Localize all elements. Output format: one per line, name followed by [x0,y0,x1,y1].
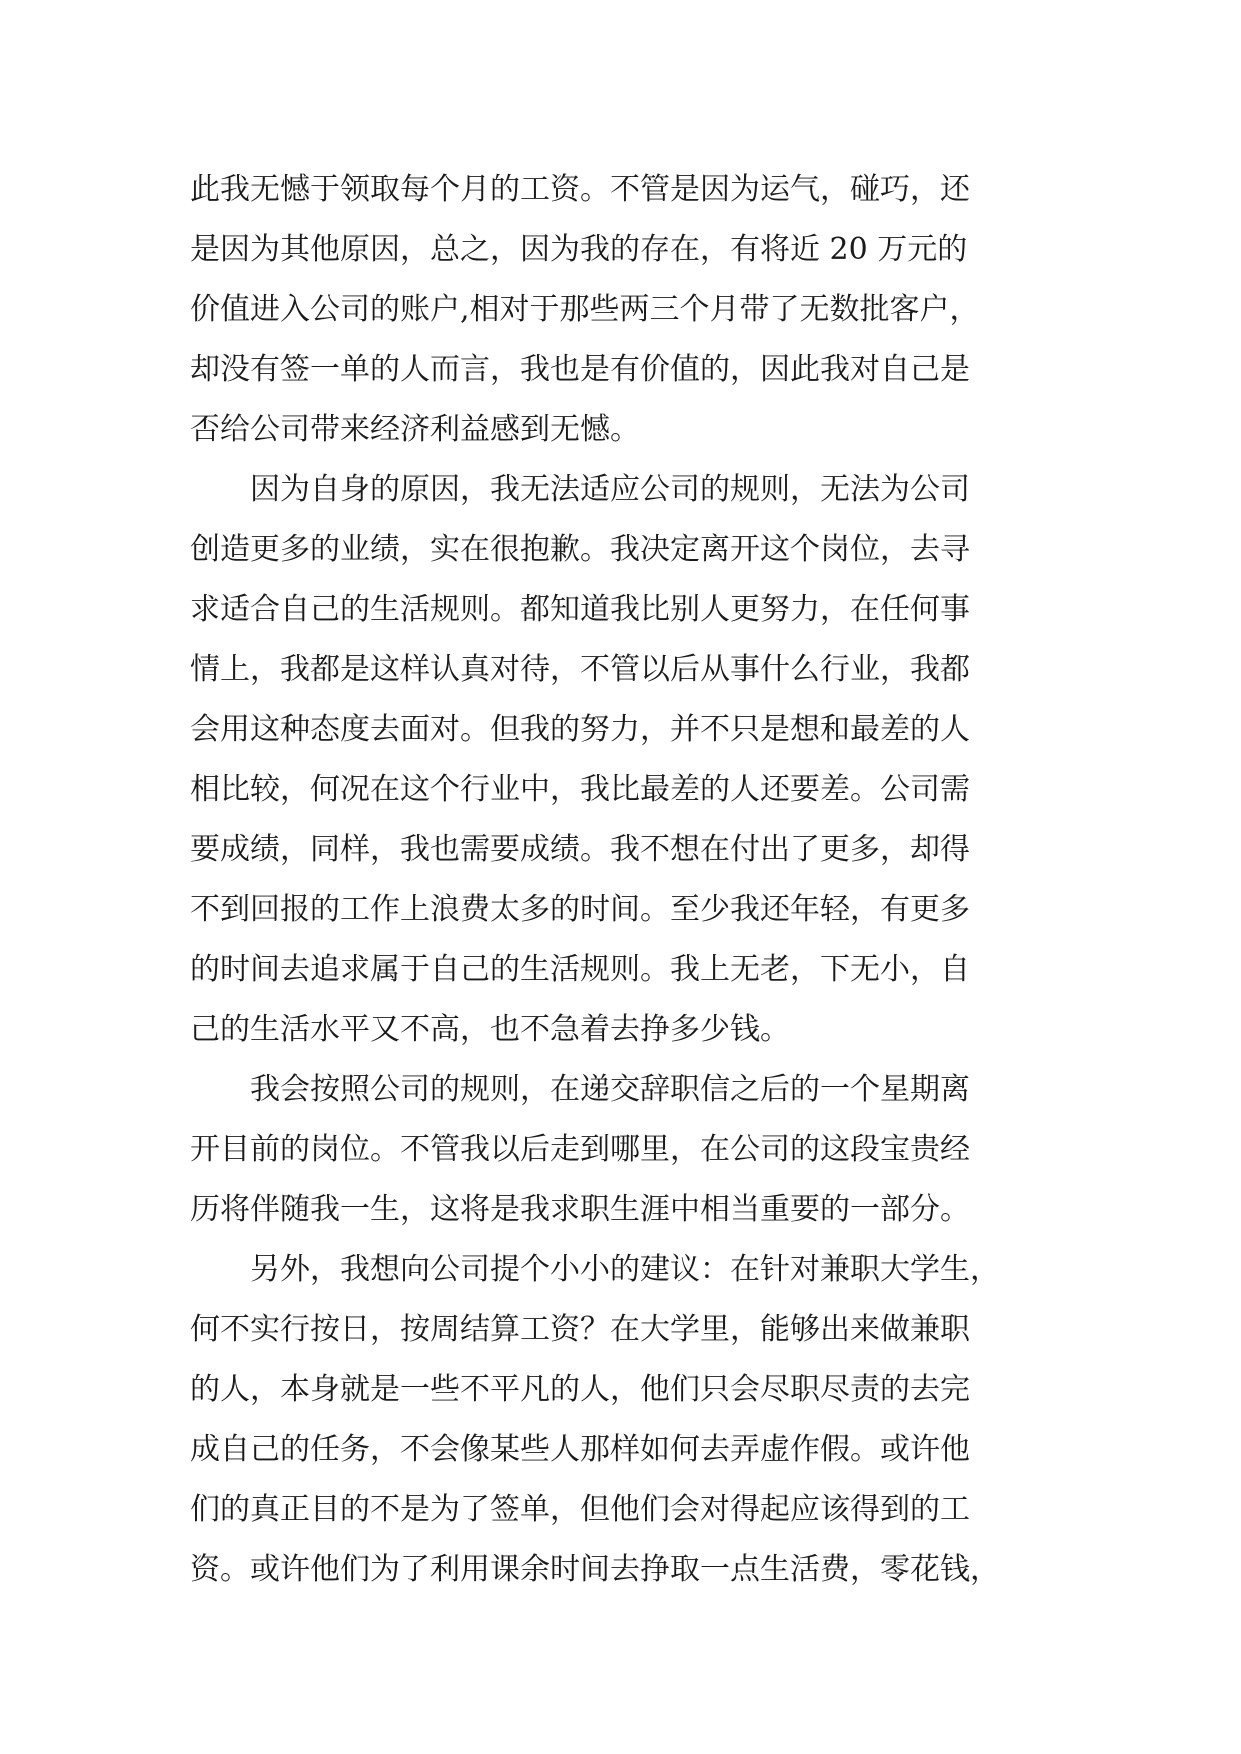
text-line: 的时间去追求属于自己的生活规则。我上无老，下无小，自 [190,952,970,987]
text-line: 会用这种态度去面对。但我的努力，并不只是想和最差的人 [190,712,970,747]
paragraph-first-line: 因为自身的原因，我无法适应公司的规则，无法为公司 [250,472,970,507]
text-line: 求适合自己的生活规则。都知道我比别人更努力，在任何事 [190,592,970,627]
text-line: 成自己的任务，不会像某些人那样如何去弄虚作假。或许他 [190,1432,970,1467]
text-line: 创造更多的业绩，实在很抱歉。我决定离开这个岗位，去寻 [190,532,970,567]
text-line: 是因为其他原因，总之，因为我的存在，有将近 20 万元的 [190,232,968,267]
text-line: 资。或许他们为了利用课余时间去挣取一点生活费，零花钱， [190,1552,1000,1587]
text-line: 不到回报的工作上浪费太多的时间。至少我还年轻，有更多 [190,892,970,927]
text-line: 何不实行按日，按周结算工资？在大学里，能够出来做兼职 [190,1312,970,1347]
text-line: 否给公司带来经济利益感到无憾。 [190,412,640,447]
text-line: 却没有签一单的人而言，我也是有价值的，因此我对自己是 [190,352,970,387]
paragraph-first-line: 另外，我想向公司提个小小的建议：在针对兼职大学生， [250,1252,1000,1287]
paragraph-first-line: 我会按照公司的规则，在递交辞职信之后的一个星期离 [250,1072,970,1107]
text-line: 历将伴随我一生，这将是我求职生涯中相当重要的一部分。 [190,1192,970,1227]
text-line: 的人，本身就是一些不平凡的人，他们只会尽职尽责的去完 [190,1372,970,1407]
body-text [190,160,1090,1600]
text-line: 相比较，何况在这个行业中，我比最差的人还要差。公司需 [190,772,970,807]
text-line: 此我无憾于领取每个月的工资。不管是因为运气，碰巧，还 [190,172,970,207]
text-line: 要成绩，同样，我也需要成绩。我不想在付出了更多，却得 [190,832,970,867]
text-line: 们的真正目的不是为了签单，但他们会对得起应该得到的工 [190,1492,970,1527]
text-line: 开目前的岗位。不管我以后走到哪里，在公司的这段宝贵经 [190,1132,970,1167]
text-line: 价值进入公司的账户,相对于那些两三个月带了无数批客户， [190,292,980,327]
text-line: 情上，我都是这样认真对待，不管以后从事什么行业，我都 [190,652,970,687]
text-line: 己的生活水平又不高，也不急着去挣多少钱。 [190,1012,790,1047]
